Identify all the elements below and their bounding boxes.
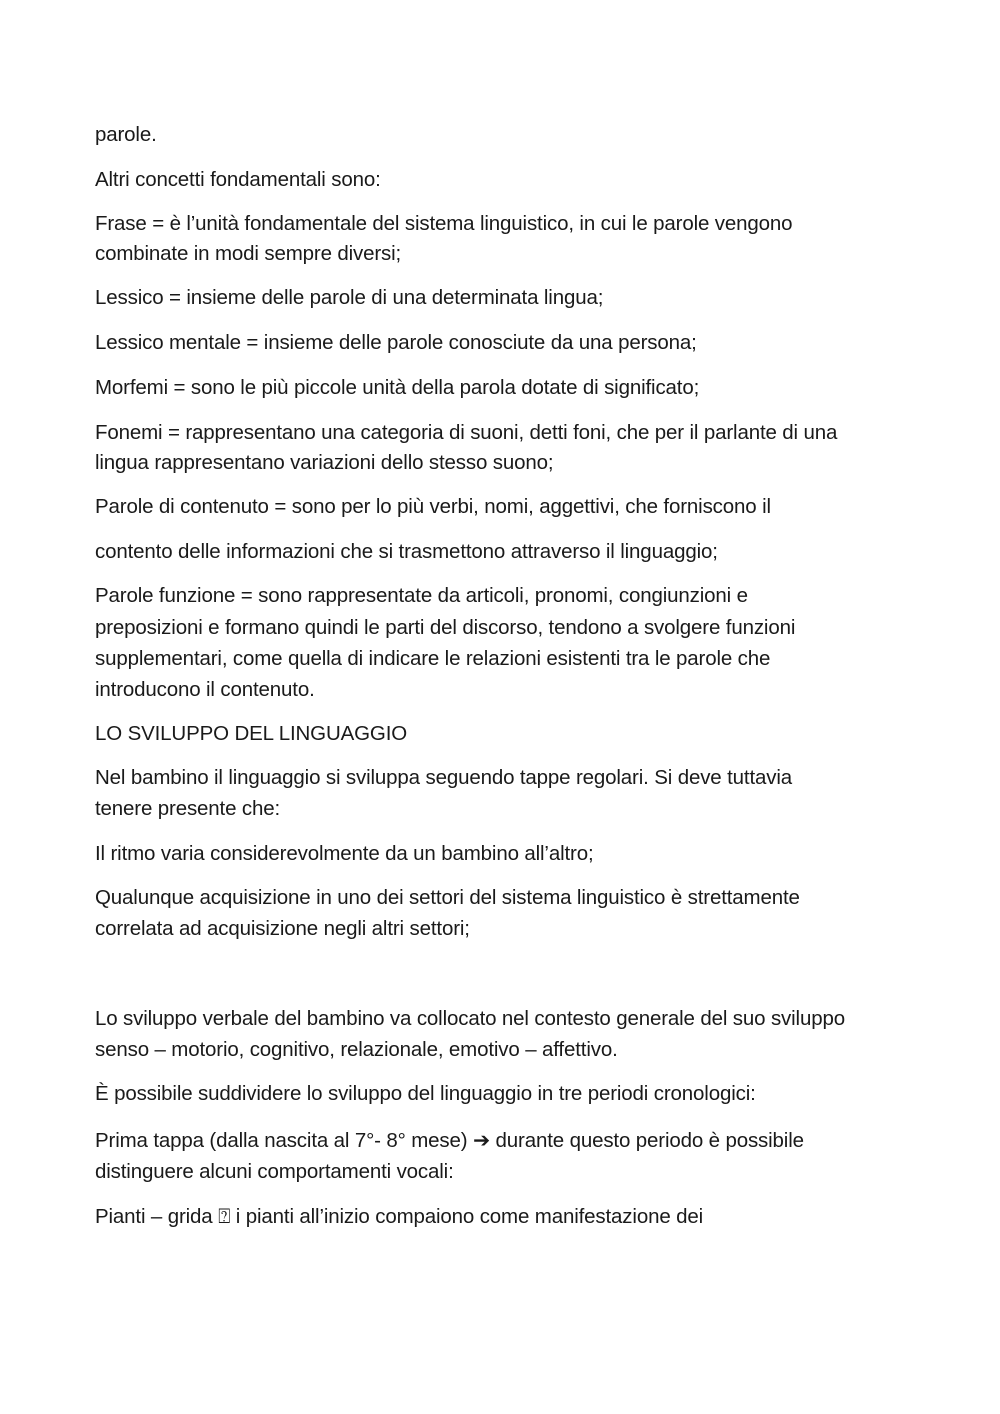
text-line: lingua rappresentano variazioni dello stesso suono; bbox=[95, 451, 554, 474]
text-line: contento delle informazioni che si trasmettono attraverso il linguaggio; bbox=[95, 540, 718, 563]
text-line: preposizioni e formano quindi le parti del discorso, tendono a svolgere funzioni bbox=[95, 616, 796, 639]
text-line: Frase = è l’unità fondamentale del sistema linguistico, in cui le parole vengono bbox=[95, 212, 793, 235]
text-line: Il ritmo varia considerevolmente da un bambino all’altro; bbox=[95, 842, 594, 865]
text-line: senso – motorio, cognitivo, relazionale, emotivo – affettivo. bbox=[95, 1038, 618, 1061]
text-line: Lessico = insieme delle parole di una determinata lingua; bbox=[95, 286, 604, 309]
text-line: Morfemi = sono le più piccole unità della parola dotate di significato; bbox=[95, 376, 700, 399]
text-line: Lessico mentale = insieme delle parole conosciute da una persona; bbox=[95, 331, 697, 354]
text-line: introducono il contenuto. bbox=[95, 678, 315, 701]
text-line: correlata ad acquisizione negli altri settori; bbox=[95, 917, 470, 940]
text-line: Pianti – grida ⍰ i pianti all’inizio compaiono come manifestazione dei bbox=[95, 1205, 704, 1228]
text-line: Prima tappa (dalla nascita al 7°- 8° mese) ➔ durante questo periodo è possibile bbox=[95, 1129, 804, 1152]
text-line: Parole di contenuto = sono per lo più verbi, nomi, aggettivi, che forniscono il bbox=[95, 495, 771, 518]
text-line: tenere presente che: bbox=[95, 797, 281, 820]
text-line: Nel bambino il linguaggio si sviluppa seguendo tappe regolari. Si deve tuttavia bbox=[95, 766, 792, 789]
text-line: parole. bbox=[95, 123, 157, 146]
text-line: È possibile suddividere lo sviluppo del linguaggio in tre periodi cronologici: bbox=[95, 1082, 756, 1105]
text-line: Parole funzione = sono rappresentate da articoli, pronomi, congiunzioni e bbox=[95, 584, 748, 607]
text-line: Fonemi = rappresentano una categoria di suoni, detti foni, che per il parlante di una bbox=[95, 421, 838, 444]
text-line: Lo sviluppo verbale del bambino va collocato nel contesto generale del suo sviluppo bbox=[95, 1007, 845, 1030]
text-line: distinguere alcuni comportamenti vocali: bbox=[95, 1160, 454, 1183]
section-heading: LO SVILUPPO DEL LINGUAGGIO bbox=[95, 722, 408, 745]
text-line: Altri concetti fondamentali sono: bbox=[95, 168, 381, 191]
text-line: Qualunque acquisizione in uno dei settori del sistema linguistico è strettamente bbox=[95, 886, 800, 909]
text-line: combinate in modi sempre diversi; bbox=[95, 242, 402, 265]
text-line: supplementari, come quella di indicare le relazioni esistenti tra le parole che bbox=[95, 647, 771, 670]
